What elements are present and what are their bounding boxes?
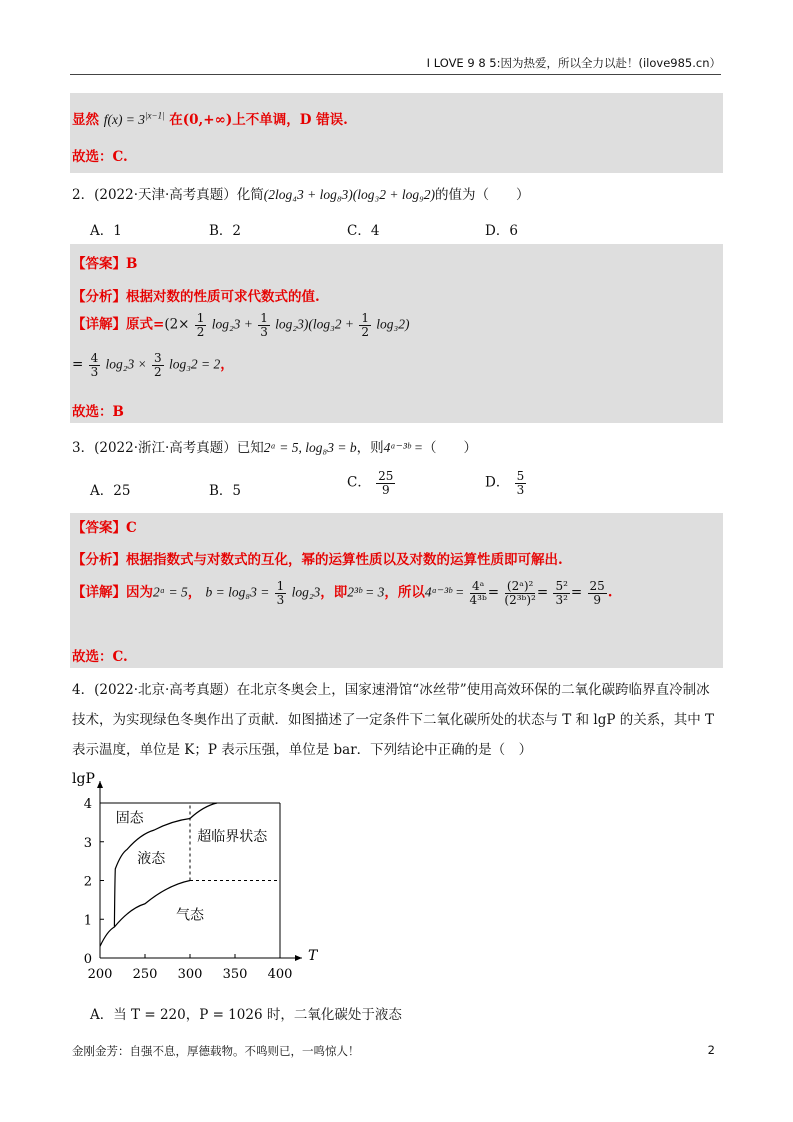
q2-detail-line2: = $\frac{4}{3}$ log₂3 × $\frac{3}{2}$ log₃2 = 2， xyxy=(72,351,234,379)
x-tick-label: 400 xyxy=(267,967,293,982)
x-tick-label: 350 xyxy=(222,967,248,982)
q2-option-a: A．1 xyxy=(90,223,122,239)
q4-stem-line1: 4．(2022·北京·高考真题）在北京冬奥会上，国家速滑馆“冰丝带”使用高效环保的二氧化碳跨临界直冷制冰 xyxy=(72,682,710,698)
q2-choice: 故选：B xyxy=(72,404,124,420)
region-solid-label: 固态 xyxy=(115,810,144,827)
fraction: $\frac{1}{2}$ xyxy=(196,311,205,339)
x-tick-label: 300 xyxy=(177,967,203,982)
page-footer: 金刚金芳：自强不息，厚德载物。不鸣则已，一鸣惊人！ xyxy=(72,1044,360,1058)
fraction: $\frac{1}{2}$ xyxy=(361,311,369,339)
y-axis-arrow xyxy=(97,781,103,788)
q4-option-a: A．当 T = 220，P = 1026 时，二氧化碳处于液态 xyxy=(90,1007,402,1023)
header-divider xyxy=(70,74,721,75)
q2-option-c: C．4 xyxy=(347,223,380,239)
q3-analysis: 【分析】根据指数式与对数式的互化，幂的运算性质以及对数的运算性质即可解出. xyxy=(72,552,563,568)
region-liquid-label: 液态 xyxy=(137,851,166,868)
page-header: I LOVE 9 8 5:因为热爱，所以全力以赴！(ilove985.cn） xyxy=(426,56,721,70)
q3-answer: 【答案】C xyxy=(72,520,137,536)
prev-choice: 故选：C. xyxy=(72,149,128,165)
q3-option-b: B．5 xyxy=(209,483,242,499)
q2-option-d: D．6 xyxy=(485,223,518,239)
q2-option-b: B．2 xyxy=(209,223,242,239)
fraction: $\frac{1}{3}$ xyxy=(276,579,285,607)
q2-analysis: 【分析】根据对数的性质可求代数式的值. xyxy=(72,289,320,305)
y-tick-label: 2 xyxy=(83,874,92,890)
q3-detail: 【详解】因为2ᵃ = 5， b = log₈3 = $\frac{1}{3}$ log₂3，即2³ᵇ = 3，所以4ᵃ⁻³ᵇ = $\frac{\text{4ᵃ}}{\text{4³ᵇ}}$ = $\frac{\text{(2ᵃ)²}}{\text{(2³ᵇ)²}}$ = $\frac{\text{5²}}{\text{3²}}$ = $\frac{25}{9}$ . xyxy=(72,579,613,607)
x-tick-label: 200 xyxy=(87,967,113,982)
phase-diagram xyxy=(58,772,318,982)
q2-detail-line1: 【详解】原式=(2× $\frac{1}{2}$ log₂3 + $\frac{1}{3}$ log₂3)(log₃2 + $\frac{1}{2}$ log₃2) xyxy=(72,311,410,339)
region-gas-label: 气态 xyxy=(176,907,204,924)
q3-choice: 故选：C. xyxy=(72,649,128,665)
fraction: $\frac{3}{2}$ xyxy=(154,351,162,379)
fraction: $\frac{4}{3}$ xyxy=(90,351,99,379)
y-axis-label: lgP xyxy=(72,772,95,787)
prev-solution-line: 显然 $f(x) = 3^{|x-1|}$ 在(0,+∞)上不单调，D 错误. xyxy=(72,110,348,128)
fraction: $\frac{1}{3}$ xyxy=(260,311,268,339)
region-supercritical-label: 超临界状态 xyxy=(197,828,268,845)
x-axis-arrow xyxy=(295,955,302,961)
fraction: $\frac{\text{4ᵃ}}{\text{4³ᵇ}}$ xyxy=(469,579,487,607)
y-tick-label: 3 xyxy=(83,835,92,851)
q2-stem: 2．(2022·天津·高考真题）化简(2log₄3 + log₈3)(log₃2 + log₉2)的值为（ ） xyxy=(72,187,530,203)
q4-stem-line3: 表示温度，单位是 K；P 表示压强，单位是 bar．下列结论中正确的是（ ） xyxy=(72,742,533,758)
page-number: 2 xyxy=(707,1043,715,1057)
fraction: $\frac{\text{(2ᵃ)²}}{\text{(2³ᵇ)²}}$ xyxy=(504,579,536,607)
x-axis-label: T xyxy=(308,948,318,964)
q3-option-d: D． $\frac{5}{3}$ xyxy=(485,469,525,497)
prev-solution-block xyxy=(70,93,723,173)
fraction: $\frac{25}{9}$ xyxy=(589,579,605,607)
q2-answer: 【答案】B xyxy=(72,256,138,272)
q3-option-a: A．25 xyxy=(90,483,131,499)
q3-stem: 3．(2022·浙江·高考真题）已知2ᵃ = 5, log₈3 = b，则4ᵃ⁻³ᵇ =（ ） xyxy=(72,440,478,456)
y-tick-label: 0 xyxy=(83,952,92,967)
q3-option-c: C． $\frac{25}{9}$ xyxy=(347,469,394,497)
y-tick-label: 1 xyxy=(83,913,92,929)
fraction: $\frac{\text{5²}}{\text{3²}}$ xyxy=(555,579,568,607)
x-tick-label: 250 xyxy=(132,967,158,982)
fraction: $\frac{5}{3}$ xyxy=(516,469,525,497)
fraction: $\frac{25}{9}$ xyxy=(378,469,394,497)
q4-stem-line2: 技术，为实现绿色冬奥作出了贡献．如图描述了一定条件下二氧化碳所处的状态与 T 和 lgP 的关系，其中 T xyxy=(72,712,715,728)
y-tick-label: 4 xyxy=(83,797,92,812)
